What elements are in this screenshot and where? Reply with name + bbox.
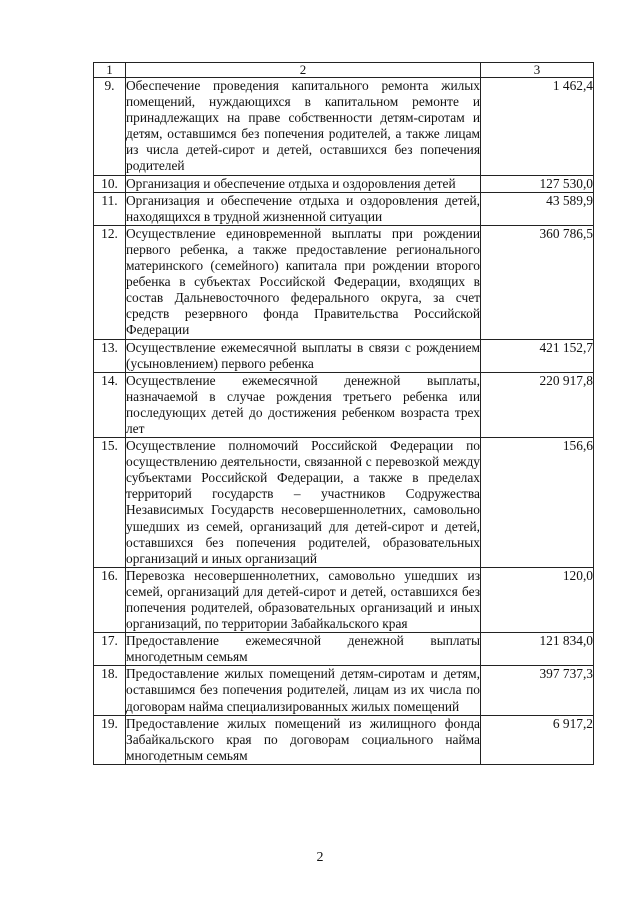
row-number: 17. <box>94 633 126 666</box>
row-number: 9. <box>94 78 126 176</box>
row-number: 10. <box>94 175 126 192</box>
row-amount: 1 462,4 <box>481 78 594 176</box>
row-number: 14. <box>94 372 126 437</box>
row-number: 13. <box>94 339 126 372</box>
row-description: Организация и обеспечение отдыха и оздоровления детей <box>126 175 481 192</box>
row-description: Перевозка несовершеннолетних, самовольно ушедших из семей, организаций для детей-сирот и детей, оставшихся без попечения родителей, образовательных организаций и иных организаций, по территории Забайкальского края <box>126 567 480 632</box>
row-amount: 220 917,8 <box>481 372 594 437</box>
table-row <box>94 666 594 715</box>
row-number: 12. <box>94 225 126 339</box>
row-description: Предоставление ежемесячной денежной выплаты многодетным семьям <box>126 633 480 665</box>
table-row <box>94 225 594 339</box>
row-amount: 421 152,7 <box>481 339 594 372</box>
table-row <box>94 339 594 372</box>
row-number: 19. <box>94 715 126 764</box>
header-col-3: 3 <box>481 63 594 78</box>
row-amount: 397 737,3 <box>481 666 594 715</box>
row-amount: 156,6 <box>481 438 594 568</box>
table-row <box>94 78 594 176</box>
row-amount: 360 786,5 <box>481 225 594 339</box>
row-number: 16. <box>94 567 126 632</box>
table-header-row <box>94 63 594 78</box>
row-amount: 120,0 <box>481 567 594 632</box>
row-description: Предоставление жилых помещений детям-сиротам и детям, оставшимся без попечения родителей, лицам из их числа по договорам найма специализированных жилых помещений <box>126 666 480 714</box>
row-description: Осуществление ежемесячной денежной выплаты, назначаемой в случае рождения третьего ребенка или последующих детей до достижения ребенком возраста трех лет <box>126 372 480 436</box>
table-row <box>94 372 594 437</box>
row-amount: 6 917,2 <box>481 715 594 764</box>
table-row <box>94 633 594 666</box>
row-number: 18. <box>94 666 126 715</box>
row-description: Осуществление единовременной выплаты при рождении первого ребенка, а также предоставление регионального материнского (семейного) капитала при рождении второго ребенка в субъектах Российской Федерации, входящих в состав Дальневосточного федерального округа, за счет средств резервного фонда Правительства Российской Федерации <box>126 225 480 338</box>
row-number: 11. <box>94 192 126 225</box>
row-number: 15. <box>94 438 126 568</box>
row-description: Осуществление ежемесячной выплаты в связи с рождением (усыновлением) первого ребенка <box>126 339 480 371</box>
budget-table <box>93 62 594 765</box>
row-description: Осуществление полномочий Российской Федерации по осуществлению деятельности, связанной с перевозкой между субъектами Российской Федерации, а также в пределах территорий государств – участников Содружества Независимых Государств несовершеннолетних, самовольно ушедших из семей, организаций для детей-сирот и детей, оставшихся без попечения родителей, образовательных организаций и иных организаций <box>126 438 480 566</box>
table-row <box>94 175 594 192</box>
table-row <box>94 192 594 225</box>
row-description: Обеспечение проведения капитального ремонта жилых помещений, нуждающихся в капитальном ремонте и принадлежащих на праве собственности детям-сиротам и детям, оставшимся без попечения родителей, а также лицам из числа детей-сирот и детей, оставшихся без попечения родителей <box>126 78 480 174</box>
table-row <box>94 567 594 632</box>
page-number: 2 <box>316 850 324 865</box>
table-row <box>94 438 594 568</box>
row-amount: 43 589,9 <box>481 192 594 225</box>
row-amount: 121 834,0 <box>481 633 594 666</box>
table-row <box>94 715 594 764</box>
header-col-2: 2 <box>126 63 481 78</box>
row-description: Организация и обеспечение отдыха и оздоровления детей, находящихся в трудной жизненной ситуации <box>126 192 480 224</box>
row-description: Предоставление жилых помещений из жилищного фонда Забайкальского края по договорам социального найма многодетным семьям <box>126 715 480 763</box>
row-amount: 127 530,0 <box>481 175 594 192</box>
header-col-1: 1 <box>94 63 126 78</box>
